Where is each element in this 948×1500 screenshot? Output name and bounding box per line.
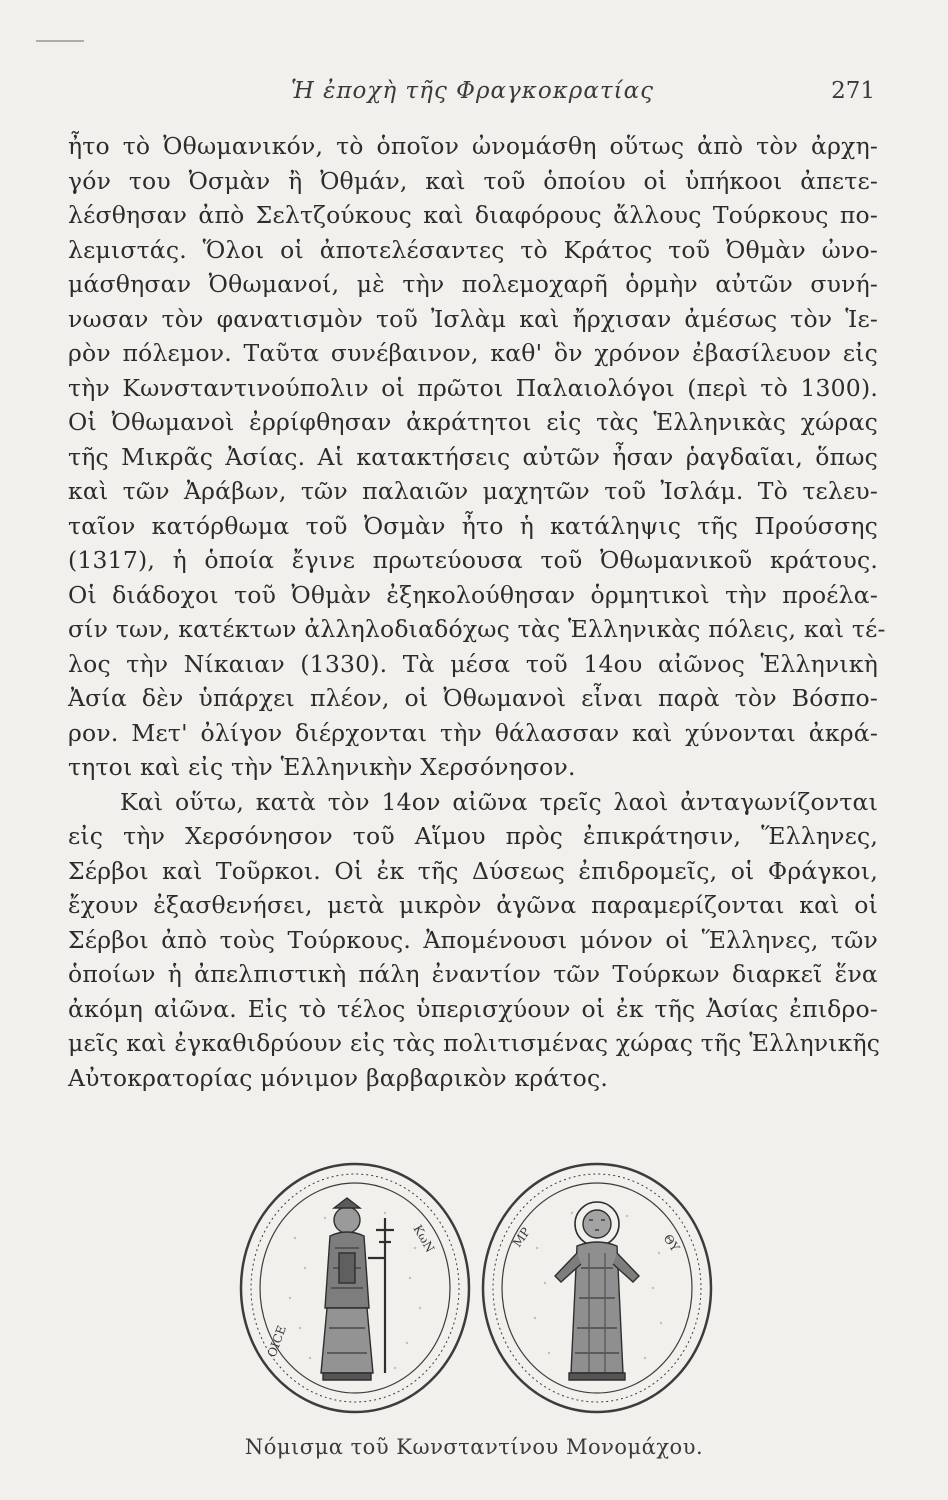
text-line: Οἱ Ὀθωμανοὶ ἐρρίφθησαν ἀκράτητοι εἰς τὰς Ἑλληνικὰς χώρας bbox=[68, 408, 878, 436]
svg-text:ΜΡ: ΜΡ bbox=[509, 1225, 534, 1250]
text-line: Ἀσία δὲν ὑπάρχει πλέον, οἱ Ὀθωμανοὶ εἶναι παρὰ τὸν Βόσπο- bbox=[68, 684, 878, 712]
text-line: Οἱ διάδοχοι τοῦ Ὀθμὰν ἐξηκολούθησαν ὁρμητικοὶ τὴν προέλα- bbox=[68, 580, 878, 609]
running-head bbox=[70, 74, 875, 108]
text-line: Καὶ οὕτω, κατὰ τὸν 14ον αἰῶνα τρεῖς λαοὶ ἀνταγωνίζονται bbox=[120, 787, 878, 816]
text-line: ἔχουν ἐξασθενήσει, μετὰ μικρὸν ἀγῶνα παραμερίζονται καὶ οἱ bbox=[68, 891, 878, 919]
text-line: λος τὴν Νίκαιαν (1330). Τὰ μέσα τοῦ 14ου αἰῶνος Ἑλληνικὴ bbox=[68, 649, 878, 678]
corner-mark bbox=[36, 40, 84, 42]
page-number: 271 bbox=[831, 78, 875, 104]
text-line: σίν των, κατέκτων ἀλληλοδιαδόχως τὰς Ἑλληνικὰς πόλεις, καὶ τέ- bbox=[68, 615, 886, 643]
text-line: λέσθησαν ἀπὸ Σελτζούκους καὶ διαφόρους ἄλλους Τούρκους πο- bbox=[68, 201, 878, 229]
text-line: Αὐτοκρατορίας μόνιμον βαρβαρικὸν κράτος. bbox=[68, 1063, 609, 1092]
text-line: ρον. Μετ' ὀλίγον διέρχονται τὴν θάλασσαν καὶ χύνονται ἀκρά- bbox=[68, 718, 878, 747]
text-line: (1317), ἡ ὁποία ἔγινε πρωτεύουσα τοῦ Ὀθωμανικοῦ κράτους. bbox=[68, 546, 878, 574]
text-line: ρὸν πόλεμον. Ταῦτα συνέβαινον, καθ' ὃν χρόνον ἐβασίλευον εἰς bbox=[68, 339, 878, 367]
text-line: ἀκόμη αἰῶνα. Εἰς τὸ τέλος ὑπερισχύουν οἱ ἐκ τῆς Ἀσίας ἐπιδρο- bbox=[68, 994, 878, 1023]
text-line: νωσαν τὸν φανατισμὸν τοῦ Ἰσλὰμ καὶ ἤρχισαν ἀμέσως τὸν Ἱε- bbox=[68, 304, 878, 333]
text-line: καὶ τῶν Ἀράβων, τῶν παλαιῶν μαχητῶν τοῦ Ἰσλάμ. Τὸ τελευ- bbox=[68, 477, 878, 505]
figure-caption: Νόμισμα τοῦ Κωνσταντίνου Μονομάχου. bbox=[244, 1435, 704, 1459]
text-line: Σέρβοι ἀπὸ τοὺς Τούρκους. Ἀπομένουσι μόνον οἱ Ἕλληνες, τῶν bbox=[68, 925, 878, 954]
text-line: ἦτο τὸ Ὀθωμανικόν, τὸ ὁποῖον ὠνομάσθη οὕτως ἀπὸ τὸν ἀρχη- bbox=[68, 132, 878, 160]
text-line: Σέρβοι καὶ Τοῦρκοι. Οἱ ἐκ τῆς Δύσεως ἐπιδρομεῖς, οἱ Φράγκοι, bbox=[68, 856, 878, 885]
running-title: Ἡ ἐποχὴ τῆς Φραγκοκρατίας bbox=[290, 78, 655, 104]
text-line: εἰς τὴν Χερσόνησον τοῦ Αἵμου πρὸς ἐπικράτησιν, Ἕλληνες, bbox=[68, 822, 878, 850]
text-line: ταῖον κατόρθωμα τοῦ Ὀσμὰν ἦτο ἡ κατάληψις τῆς Προύσσης bbox=[68, 511, 878, 540]
coin-reverse-illustration bbox=[477, 1158, 717, 1418]
coin-obverse-illustration bbox=[235, 1158, 475, 1418]
text-line: λεμιστάς. Ὅλοι οἱ ἀποτελέσαντες τὸ Κράτος τοῦ Ὀθμὰν ὠνο- bbox=[68, 235, 878, 264]
text-line: γόν του Ὀσμὰν ἢ Ὀθμάν, καὶ τοῦ ὁποίου οἱ ὑπήκοοι ἀπετε- bbox=[68, 166, 878, 195]
text-line: τητοι καὶ εἰς τὴν Ἑλληνικὴν Χερσόνησον. bbox=[68, 753, 576, 781]
text-line: ὁποίων ἡ ἀπελπιστικὴ πάλη ἐναντίον τῶν Τούρκων διαρκεῖ ἕνα bbox=[68, 960, 878, 988]
coin-figure bbox=[235, 1158, 715, 1428]
text-line: μάσθησαν Ὀθωμανοί, μὲ τὴν πολεμοχαρῆ ὁρμὴν αὐτῶν συνή- bbox=[68, 270, 878, 298]
svg-text:ΘΥ: ΘΥ bbox=[660, 1231, 683, 1255]
text-line: μεῖς καὶ ἐγκαθιδρύουν εἰς τὰς πολιτισμένας χώρας τῆς Ἑλληνικῆς bbox=[68, 1029, 881, 1057]
text-line: τὴν Κωνσταντινούπολιν οἱ πρῶτοι Παλαιολόγοι (περὶ τὸ 1300). bbox=[68, 373, 878, 402]
text-line: τῆς Μικρᾶς Ἀσίας. Αἱ κατακτήσεις αὐτῶν ἦσαν ῥαγδαῖαι, ὅπως bbox=[68, 442, 878, 471]
svg-text:ΚωΝ: ΚωΝ bbox=[410, 1222, 438, 1255]
svg-text:ΟΙϹΕ: ΟΙϹΕ bbox=[264, 1323, 289, 1360]
body-text bbox=[68, 129, 886, 1095]
